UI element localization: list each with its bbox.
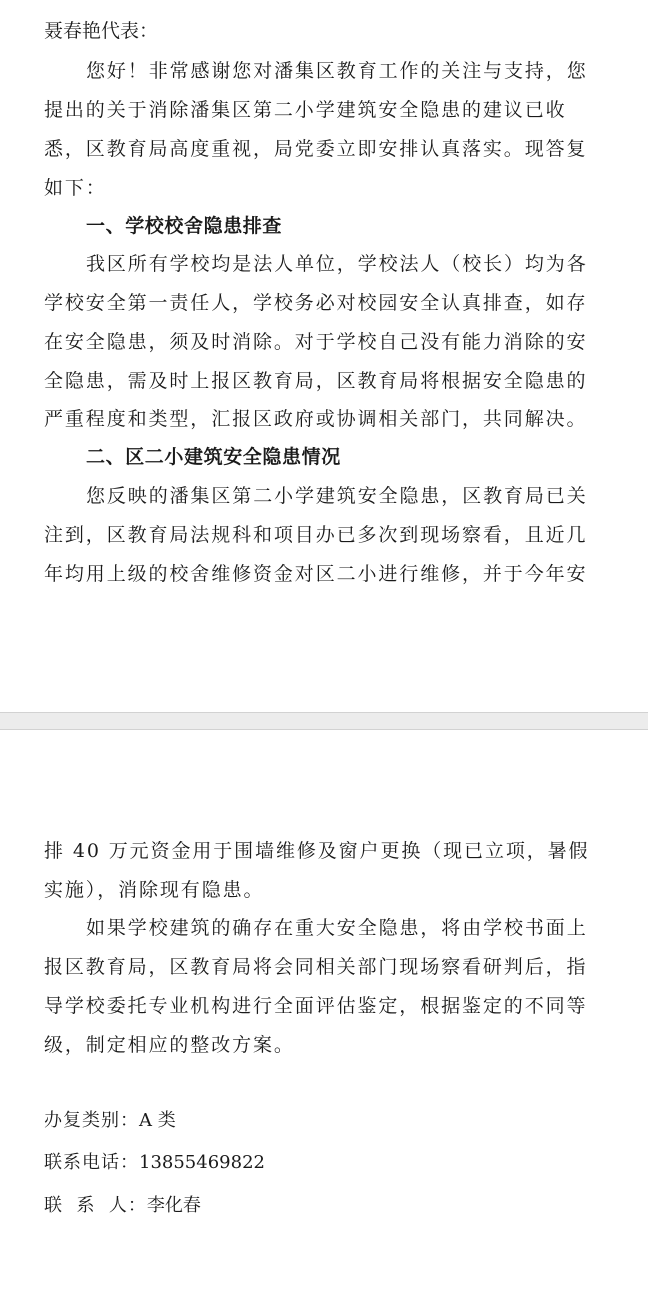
- salutation: 聂春艳代表：: [44, 20, 159, 42]
- paragraph-line: 学校安全第一责任人，学校务必对校园安全认真排查，如存: [44, 292, 588, 314]
- paragraph-line: 导学校委托专业机构进行全面评估鉴定，根据鉴定的不同等: [44, 995, 588, 1017]
- paragraph-line: 我区所有学校均是法人单位，学校法人（校长）均为各: [86, 253, 588, 275]
- reply-category: [44, 1108, 176, 1134]
- document-page-2: [0, 730, 648, 1296]
- paragraph-line: 您反映的潘集区第二小学建筑安全隐患，区教育局已关: [86, 485, 588, 507]
- reply-category-value: A 类: [139, 1110, 176, 1131]
- paragraph-line: 如果学校建筑的确存在重大安全隐患，将由学校书面上: [86, 917, 588, 939]
- paragraph-line: 实施），消除现有隐患。: [44, 879, 265, 901]
- paragraph-line: 悉，区教育局高度重视，局党委立即安排认真落实。现答复: [44, 138, 588, 160]
- section-heading-2: 二、区二小建筑安全隐患情况: [86, 446, 341, 468]
- reply-category-label: 办复类别：: [44, 1110, 139, 1131]
- paragraph-line: 全隐患，需及时上报区教育局，区教育局将根据安全隐患的: [44, 370, 588, 392]
- contact-phone-label: 联系电话：: [44, 1152, 139, 1173]
- contact-phone-value: 13855469822: [139, 1152, 265, 1173]
- section-heading-1: 一、学校校舍隐患排查: [86, 215, 283, 237]
- paragraph-line: 如下：: [44, 177, 107, 199]
- paragraph-line: 在安全隐患，须及时消除。对于学校自己没有能力消除的安: [44, 331, 588, 353]
- contact-person-label: 联 系 人：: [44, 1195, 147, 1216]
- paragraph-line: 报区教育局，区教育局将会同相关部门现场察看研判后，指: [44, 956, 588, 978]
- page-break: [0, 712, 648, 730]
- paragraph-line: 排 40 万元资金用于围墙维修及窗户更换（现已立项，暑假: [44, 840, 590, 862]
- contact-phone: [44, 1150, 265, 1176]
- paragraph-line: 注到，区教育局法规科和项目办已多次到现场察看，且近几: [44, 524, 588, 546]
- paragraph-line: 提出的关于消除潘集区第二小学建筑安全隐患的建议已收: [44, 99, 567, 121]
- paragraph-line: 严重程度和类型，汇报区政府或协调相关部门，共同解决。: [44, 408, 588, 430]
- paragraph-line: 您好！非常感谢您对潘集区教育工作的关注与支持，您: [86, 60, 588, 82]
- contact-person-value: 李化春: [146, 1195, 201, 1216]
- contact-person: [44, 1193, 201, 1219]
- paragraph-line: 年均用上级的校舍维修资金对区二小进行维修，并于今年安: [44, 563, 588, 585]
- paragraph-line: 级，制定相应的整改方案。: [44, 1034, 295, 1056]
